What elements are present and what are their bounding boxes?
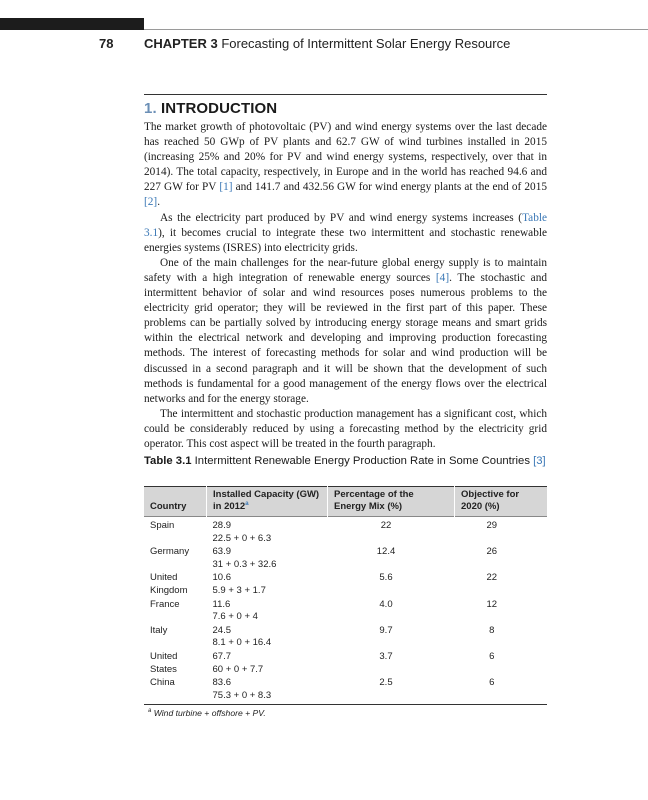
capacity-breakdown: 75.3 + 0 + 8.3 (212, 689, 272, 701)
section-heading (144, 100, 277, 117)
section-number: 1. (144, 100, 157, 117)
capacity-total: 67.7 (212, 650, 231, 662)
table-row (144, 624, 547, 650)
data-table (144, 486, 547, 704)
percentage-value: 2.5 (379, 677, 393, 689)
cell-country (144, 545, 207, 571)
percentage-value: 5.6 (379, 572, 393, 584)
paragraph-1 (144, 120, 547, 211)
chapter-title: Forecasting of Intermittent Solar Energy Resource (221, 36, 511, 51)
header-objective: Objective for 2020 (%) (455, 487, 548, 517)
table-header-row (144, 487, 547, 517)
cell-objective (455, 571, 548, 597)
cell-percentage (328, 517, 455, 546)
section-rule (144, 94, 547, 95)
header-capacity-text: Installed Capacity (GW) in 2012 (213, 489, 320, 512)
cell-percentage (328, 598, 455, 624)
citation-link[interactable]: [2] (144, 196, 158, 209)
cell-country (144, 650, 207, 676)
capacity-breakdown: 7.6 + 0 + 4 (212, 611, 258, 623)
section-title: INTRODUCTION (161, 100, 278, 117)
table-caption (144, 454, 547, 469)
paragraph-text: One of the main challenges for the near-future global energy supply is to maintain safety with a high integration of renewable energy sources (144, 256, 547, 284)
percentage-value: 3.7 (379, 650, 393, 662)
country-name: China (150, 677, 175, 689)
paragraph-text: . The stochastic and intermittent behavior of solar and wind resources poses numerous problems to the electricity grid operator; they will be reviewed in the first part of this paper. These problems can be partially solved by introducing energy storage means and smart grids within the electrical network and developing and improving production forecasting methods. The interest of forecasting methods for solar and wind production will be discussed in a second paragraph and it will be shown that the development of such methods is fundamental for a good management of the energy flows over the electrical networks and for the energy storage. (144, 271, 547, 405)
table-row (144, 571, 547, 597)
cell-percentage (328, 676, 455, 704)
paragraph-text: and 141.7 and 432.56 GW for wind energy plants at the end of 2015 (232, 181, 547, 194)
cell-percentage (328, 650, 455, 676)
paragraph-text: As the electricity part produced by PV and wind energy systems increases ( (160, 211, 523, 224)
cell-percentage (328, 545, 455, 571)
chapter-heading (144, 36, 510, 51)
table-row (144, 545, 547, 571)
cell-capacity (207, 624, 328, 650)
cell-percentage (328, 624, 455, 650)
citation-link[interactable]: [3] (533, 455, 546, 467)
capacity-total: 83.6 (212, 677, 231, 689)
header-capacity (207, 487, 328, 517)
table-row (144, 598, 547, 624)
percentage-value: 22 (380, 520, 392, 531)
paragraph-text: ), it becomes crucial to integrate these two intermittent and stochastic renewable energies systems (ISRES) into electricity grids. (144, 226, 547, 254)
paragraph-text: The intermittent and stochastic production management has a significant cost, which could be considerably reduced by using a forecasting method by the electricity grid operator. This cost aspect will be treated in the fourth paragraph. (144, 407, 547, 450)
cell-objective (455, 624, 548, 650)
footnote-marker[interactable]: a (245, 500, 249, 507)
objective-value: 26 (486, 546, 498, 558)
body-text (144, 120, 547, 452)
header-accent-bar (0, 18, 144, 30)
cell-capacity (207, 598, 328, 624)
header-country: Country (144, 487, 207, 517)
cell-capacity (207, 650, 328, 676)
capacity-total: 11.6 (212, 598, 231, 610)
capacity-total: 24.5 (212, 624, 231, 636)
objective-value: 29 (486, 520, 498, 531)
cell-capacity (207, 517, 328, 546)
country-name: Italy (150, 624, 168, 636)
cell-capacity (207, 676, 328, 704)
objective-value: 12 (486, 598, 498, 610)
cell-country (144, 676, 207, 704)
cell-country (144, 517, 207, 546)
cell-objective (455, 517, 548, 546)
cell-objective (455, 598, 548, 624)
header-rule (144, 29, 648, 30)
paragraph-3 (144, 256, 547, 407)
table-bottom-rule (144, 704, 547, 705)
table-row (144, 517, 547, 546)
table-footnote (148, 708, 266, 718)
country-name: Spain (150, 520, 175, 531)
objective-value: 6 (489, 677, 495, 689)
table-label: Table 3.1 (144, 455, 192, 467)
paragraph-text: . (157, 196, 161, 209)
cell-country (144, 571, 207, 597)
objective-value: 6 (489, 650, 495, 662)
capacity-breakdown: 5.9 + 3 + 1.7 (212, 584, 266, 596)
cell-objective (455, 676, 548, 704)
paragraph-text: The market growth of photovoltaic (PV) and wind energy systems over the last decade has reached 50 GWp of PV plants and 62.7 GW of wind turbines installed in 2015 (increasing 25% and 20% for PV and wind energy systems, respectively, over that in 2014). The total capacity, respectively, in Europe and in the world has reached 94.6 and 227 GW for PV (144, 121, 547, 194)
page-number: 78 (99, 36, 114, 51)
country-name: United States (150, 650, 178, 675)
chapter-label: CHAPTER 3 (144, 36, 218, 51)
cell-objective (455, 545, 548, 571)
cell-objective (455, 650, 548, 676)
capacity-breakdown: 60 + 0 + 7.7 (212, 663, 264, 675)
capacity-total: 28.9 (212, 520, 231, 531)
table-caption-text: Intermittent Renewable Energy Production Rate in Some Countries (194, 455, 530, 467)
country-name: France (150, 598, 180, 610)
footnote-text: Wind turbine + offshore + PV. (153, 708, 266, 718)
capacity-breakdown: 8.1 + 0 + 16.4 (212, 637, 272, 649)
footnote-mark: a (148, 708, 152, 715)
cell-capacity (207, 571, 328, 597)
cell-capacity (207, 545, 328, 571)
table-row (144, 676, 547, 704)
table-row (144, 650, 547, 676)
capacity-breakdown: 22.5 + 0 + 6.3 (212, 532, 272, 544)
percentage-value: 12.4 (376, 546, 396, 558)
cell-percentage (328, 571, 455, 597)
paragraph-4 (144, 407, 547, 452)
capacity-breakdown: 31 + 0.3 + 32.6 (212, 558, 277, 570)
citation-link[interactable]: [1] (219, 181, 233, 194)
citation-link[interactable]: [4] (435, 271, 450, 284)
percentage-value: 4.0 (379, 598, 393, 610)
cell-country (144, 598, 207, 624)
capacity-total: 63.9 (212, 546, 231, 558)
objective-value: 22 (486, 572, 498, 584)
table-link[interactable]: Table 3.1 (144, 211, 547, 239)
country-name: Germany (150, 546, 190, 558)
paragraph-2 (144, 211, 547, 256)
header-percentage: Percentage of the Energy Mix (%) (328, 487, 455, 517)
country-name: United Kingdom (150, 572, 188, 596)
objective-value: 8 (489, 624, 495, 636)
capacity-total: 10.6 (212, 572, 231, 584)
cell-country (144, 624, 207, 650)
percentage-value: 9.7 (379, 624, 393, 636)
